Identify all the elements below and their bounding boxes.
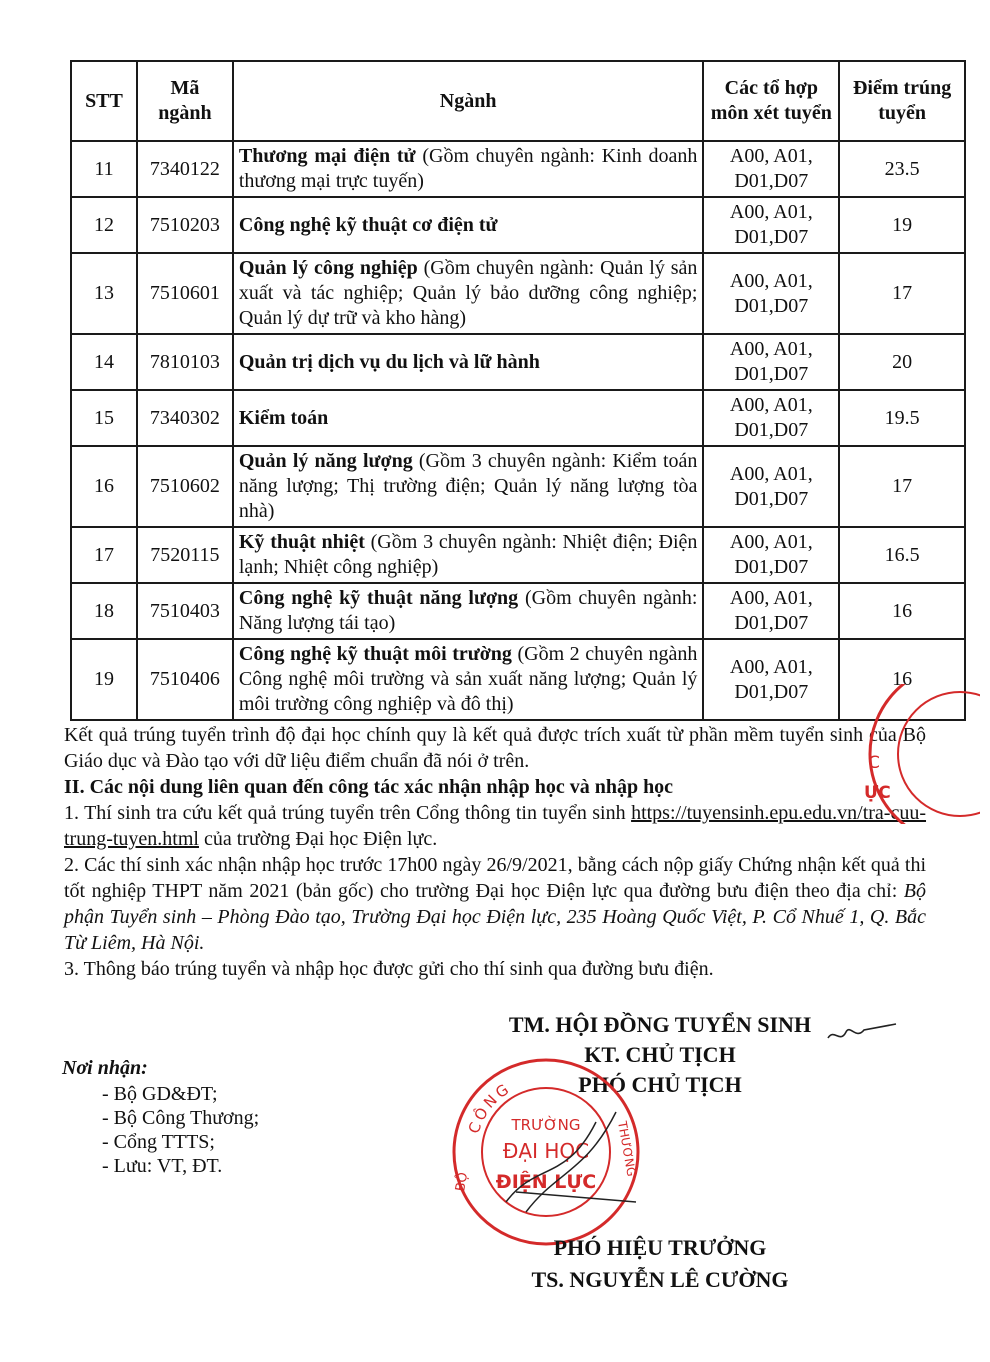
table-row: [71, 141, 965, 197]
cell-admission-score: 16.5: [839, 527, 965, 583]
cell-major-code: 7520115: [137, 527, 233, 583]
seal-line-3: ĐIỆN LỰC: [495, 1171, 597, 1193]
major-name: Quản lý công nghiệp: [238, 257, 418, 279]
table-row: [71, 334, 965, 390]
cell-admission-score: 16: [839, 583, 965, 639]
cell-stt: 14: [71, 334, 137, 390]
major-name: Quản trị dịch vụ du lịch và lữ hành: [238, 350, 540, 373]
cell-major: [233, 141, 704, 197]
cell-subject-combos: A00, A01, D01,D07: [703, 390, 839, 446]
cell-stt: 13: [71, 253, 137, 334]
cell-major: [233, 583, 704, 639]
major-name: Thương mại điện tử: [238, 145, 416, 167]
table-row: [71, 527, 965, 583]
cell-major-code: 7810103: [137, 334, 233, 390]
seal-line-1: TRƯỜNG: [511, 1116, 581, 1134]
cell-admission-score: 17: [839, 446, 965, 527]
cell-subject-combos: A00, A01, D01,D07: [703, 197, 839, 253]
major-description: (Gồm chuyên ngành: Năng lượng tái tạo): [238, 587, 698, 634]
official-seal-icon: [446, 1052, 646, 1252]
major-description: (Gồm chuyên ngành: Quản lý sản xuất và tác nghiệp; Quản lý bảo dưỡng công nghiệp; Quản lý dự trữ và kho hàng): [238, 257, 698, 329]
cell-major: [233, 334, 704, 390]
cell-admission-score: 19.5: [839, 390, 965, 446]
cell-major-code: 7510601: [137, 253, 233, 334]
cell-subject-combos: A00, A01, D01,D07: [703, 334, 839, 390]
cell-major: [233, 639, 704, 720]
major-name: Công nghệ kỹ thuật năng lượng: [238, 587, 519, 609]
signature-line-3: PHÓ CHỦ TỊCH: [578, 1072, 742, 1097]
major-description: (Gồm 2 chuyên ngành Công nghệ môi trường và sản xuất năng lượng; Quản lý môi trường công nghiệp và đô thị): [238, 643, 698, 715]
note-item-1-suffix: của trường Đại học Điện lực.: [198, 828, 438, 850]
cell-major-code: 7510203: [137, 197, 233, 253]
cell-subject-combos: A00, A01, D01,D07: [703, 527, 839, 583]
table-row: [71, 253, 965, 334]
major-description: (Gồm 3 chuyên ngành: Kiểm toán năng lượng; Thị trường điện; Quản lý năng lượng tòa nhà): [238, 450, 698, 522]
cell-subject-combos: A00, A01, D01,D07: [703, 253, 839, 334]
table-body: [71, 141, 965, 720]
cell-stt: 15: [71, 390, 137, 446]
major-description: (Gồm 3 chuyên ngành: Nhiệt điện; Điện lạnh; Nhiệt công nghiệp): [238, 531, 698, 578]
header-stt: STT: [71, 61, 137, 141]
cell-major-code: 7510602: [137, 446, 233, 527]
recipient-item: - Cổng TTTS;: [102, 1130, 259, 1154]
table-row: [71, 639, 965, 720]
cell-subject-combos: A00, A01, D01,D07: [703, 446, 839, 527]
note-item-2-text: 2. Các thí sinh xác nhận nhập học trước 17h00 ngày 26/9/2021, bằng cách nộp giấy Chứng nhận kết quả thi tốt nghiệp THPT năm 2021 (bản gốc) cho trường Đại học Điện lực qua đường bưu điện theo địa chỉ:: [64, 854, 926, 902]
header-subject-combos: Các tổ hợp môn xét tuyển: [703, 61, 839, 141]
cell-major-code: 7510406: [137, 639, 233, 720]
seal-top-text: CÔNG: [464, 1078, 515, 1136]
svg-text:C: C: [868, 753, 880, 773]
cell-major-code: 7340302: [137, 390, 233, 446]
cell-admission-score: 16: [839, 639, 965, 720]
cell-major: [233, 253, 704, 334]
recipients-block: [62, 1056, 259, 1178]
cell-major: [233, 446, 704, 527]
cell-stt: 17: [71, 527, 137, 583]
initial-scribble-icon: [820, 1010, 900, 1050]
cell-major: [233, 197, 704, 253]
lookup-link[interactable]: https://tuyensinh.epu.edu.vn/tra-cuu-trung-tuyen.html: [64, 802, 927, 850]
recipient-item: - Bộ GD&ĐT;: [102, 1082, 259, 1106]
header-major: Ngành: [233, 61, 704, 141]
major-name: Quản lý năng lượng: [238, 450, 413, 472]
signature-line-2: KT. CHỦ TỊCH: [584, 1042, 736, 1067]
note-item-1: [64, 800, 926, 852]
recipients-list: [102, 1082, 259, 1178]
section-2-title: II. Các nội dung liên quan đến công tác xác nhận nhập học và nhập học: [64, 776, 674, 798]
cell-subject-combos: A00, A01, D01,D07: [703, 583, 839, 639]
notes-section: [64, 722, 926, 982]
major-name: Công nghệ kỹ thuật môi trường: [238, 643, 512, 665]
cell-major: [233, 390, 704, 446]
table-row: [71, 446, 965, 527]
seal-right-text: THƯƠNG: [615, 1120, 639, 1178]
result-paragraph: Kết quả trúng tuyển trình độ đại học chính quy là kết quả được trích xuất từ phần mềm tuyển sinh của Bộ Giáo dục và Đào tạo với dữ liệu điểm chuẩn đã nói ở trên.: [64, 724, 926, 772]
recipients-title: Nơi nhận:: [62, 1057, 148, 1079]
table-row: [71, 197, 965, 253]
signatory-position: PHÓ HIỆU TRƯỞNG: [553, 1235, 767, 1260]
recipient-item: - Lưu: VT, ĐT.: [102, 1154, 259, 1178]
cell-major: [233, 527, 704, 583]
signatory-block: [440, 1232, 880, 1296]
note-item-2: [64, 852, 926, 956]
admission-results-table: [70, 60, 966, 721]
major-name: Kỹ thuật nhiệt: [238, 531, 365, 553]
svg-text:ỰC: ỰC: [864, 783, 891, 803]
table-header-row: [71, 61, 965, 141]
cell-admission-score: 20: [839, 334, 965, 390]
cell-subject-combos: A00, A01, D01,D07: [703, 141, 839, 197]
cell-stt: 19: [71, 639, 137, 720]
recipient-item: - Bộ Công Thương;: [102, 1106, 259, 1130]
signature-line-1: TM. HỘI ĐỒNG TUYỂN SINH: [508, 1012, 812, 1037]
svg-text:CÔNG: [465, 1079, 515, 1136]
seal-left-text: BỘ: [453, 1171, 472, 1193]
cell-major-code: 7340122: [137, 141, 233, 197]
note-item-1-text: 1. Thí sinh tra cứu kết quả trúng tuyển trên Cổng thông tin tuyển sinh: [64, 802, 626, 824]
major-name: Công nghệ kỹ thuật cơ điện tử: [238, 213, 498, 236]
mailing-address: Bộ phận Tuyển sinh – Phòng Đào tạo, Trường Đại học Điện lực, 235 Hoàng Quốc Việt, P. Cổ Nhuế 1, Q. Bắc Từ Liêm, Hà Nội.: [64, 880, 926, 954]
cell-stt: 16: [71, 446, 137, 527]
major-name: Kiểm toán: [238, 406, 329, 429]
cell-admission-score: 23.5: [839, 141, 965, 197]
partial-seal-icon: [850, 684, 980, 824]
cell-stt: 11: [71, 141, 137, 197]
header-admission-score: Điểm trúng tuyển: [839, 61, 965, 141]
cell-stt: 18: [71, 583, 137, 639]
cell-admission-score: 17: [839, 253, 965, 334]
cell-subject-combos: A00, A01, D01,D07: [703, 639, 839, 720]
cell-major-code: 7510403: [137, 583, 233, 639]
cell-admission-score: 19: [839, 197, 965, 253]
major-description: (Gồm chuyên ngành: Kinh doanh thương mại trực tuyến): [238, 145, 698, 192]
cell-stt: 12: [71, 197, 137, 253]
table-row: [71, 390, 965, 446]
signatory-name: TS. NGUYỄN LÊ CƯỜNG: [531, 1267, 789, 1292]
table-row: [71, 583, 965, 639]
header-major-code: Mã ngành: [137, 61, 233, 141]
note-item-3: 3. Thông báo trúng tuyển và nhập học được gửi cho thí sinh qua đường bưu điện.: [64, 958, 714, 980]
seal-line-2: ĐẠI HỌC: [502, 1139, 590, 1163]
